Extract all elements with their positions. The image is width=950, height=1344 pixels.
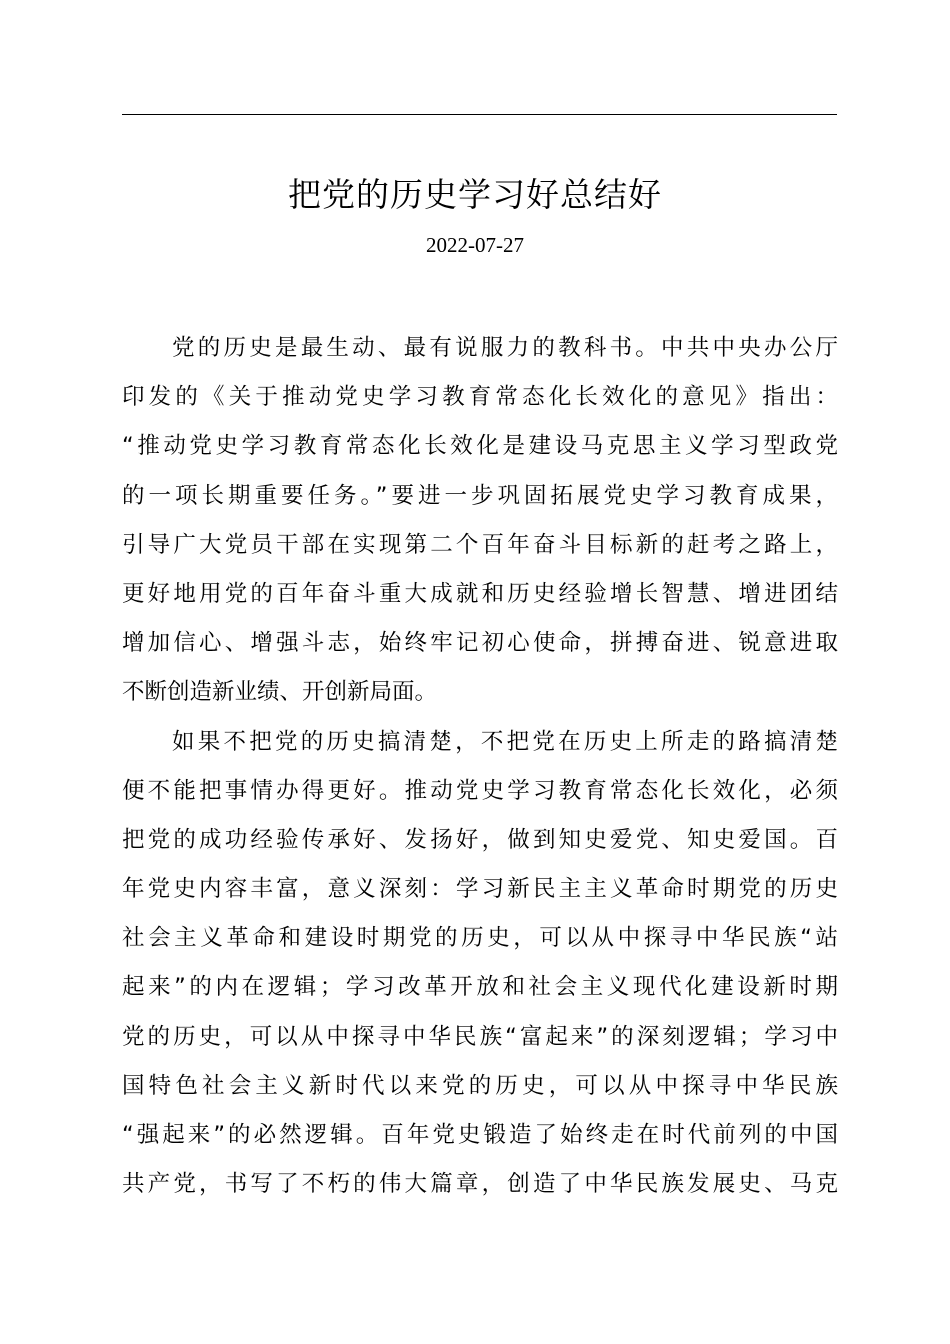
body-line: 便不能把事情办得更好。推动党史学习教育常态化长效化，必须 bbox=[122, 777, 838, 804]
body-line: 国特色社会主义新时代以来党的历史，可以从中探寻中华民族 bbox=[122, 1072, 838, 1099]
body-line: 不断创造新业绩、开创新局面。 bbox=[122, 679, 438, 706]
body-line: 把党的成功经验传承好、发扬好，做到知史爱党、知史爱国。百 bbox=[122, 826, 838, 853]
body-line: “强起来”的必然逻辑。百年党史锻造了始终走在时代前列的中国 bbox=[122, 1122, 838, 1148]
header-rule bbox=[122, 114, 837, 115]
body-line: 引导广大党员干部在实现第二个百年奋斗目标新的赶考之路上， bbox=[122, 531, 838, 558]
article-body bbox=[122, 324, 838, 1209]
body-line: 增加信心、增强斗志，始终牢记初心使命，拼搏奋进、锐意进取 bbox=[122, 630, 838, 657]
article-date: 2022-07-27 bbox=[426, 233, 524, 257]
body-line: 共产党，书写了不朽的伟大篇章，创造了中华民族发展史、马克 bbox=[122, 1171, 838, 1198]
body-line: 更好地用党的百年奋斗重大成就和历史经验增长智慧、增进团结 bbox=[122, 580, 838, 607]
body-line: 党的历史是最生动、最有说服力的教科书。中共中央办公厅 bbox=[172, 335, 838, 361]
body-line: 如果不把党的历史搞清楚，不把党在历史上所走的路搞清楚 bbox=[172, 728, 838, 755]
body-line: 年党史内容丰富，意义深刻：学习新民主主义革命时期党的历史 bbox=[122, 876, 838, 903]
body-line: 党的历史，可以从中探寻中华民族“富起来”的深刻逻辑；学习中 bbox=[122, 1023, 838, 1050]
body-line: 印发的《关于推动党史学习教育常态化长效化的意见》指出： bbox=[122, 384, 838, 411]
body-line: “推动党史学习教育常态化长效化是建设马克思主义学习型政党 bbox=[122, 433, 838, 460]
body-line: 的一项长期重要任务。”要进一步巩固拓展党史学习教育成果， bbox=[122, 482, 838, 509]
article-title: 把党的历史学习好总结好 bbox=[288, 175, 662, 214]
body-line: 起来”的内在逻辑；学习改革开放和社会主义现代化建设新时期 bbox=[122, 974, 838, 1001]
body-line: 社会主义革命和建设时期党的历史，可以从中探寻中华民族“站 bbox=[122, 925, 838, 952]
